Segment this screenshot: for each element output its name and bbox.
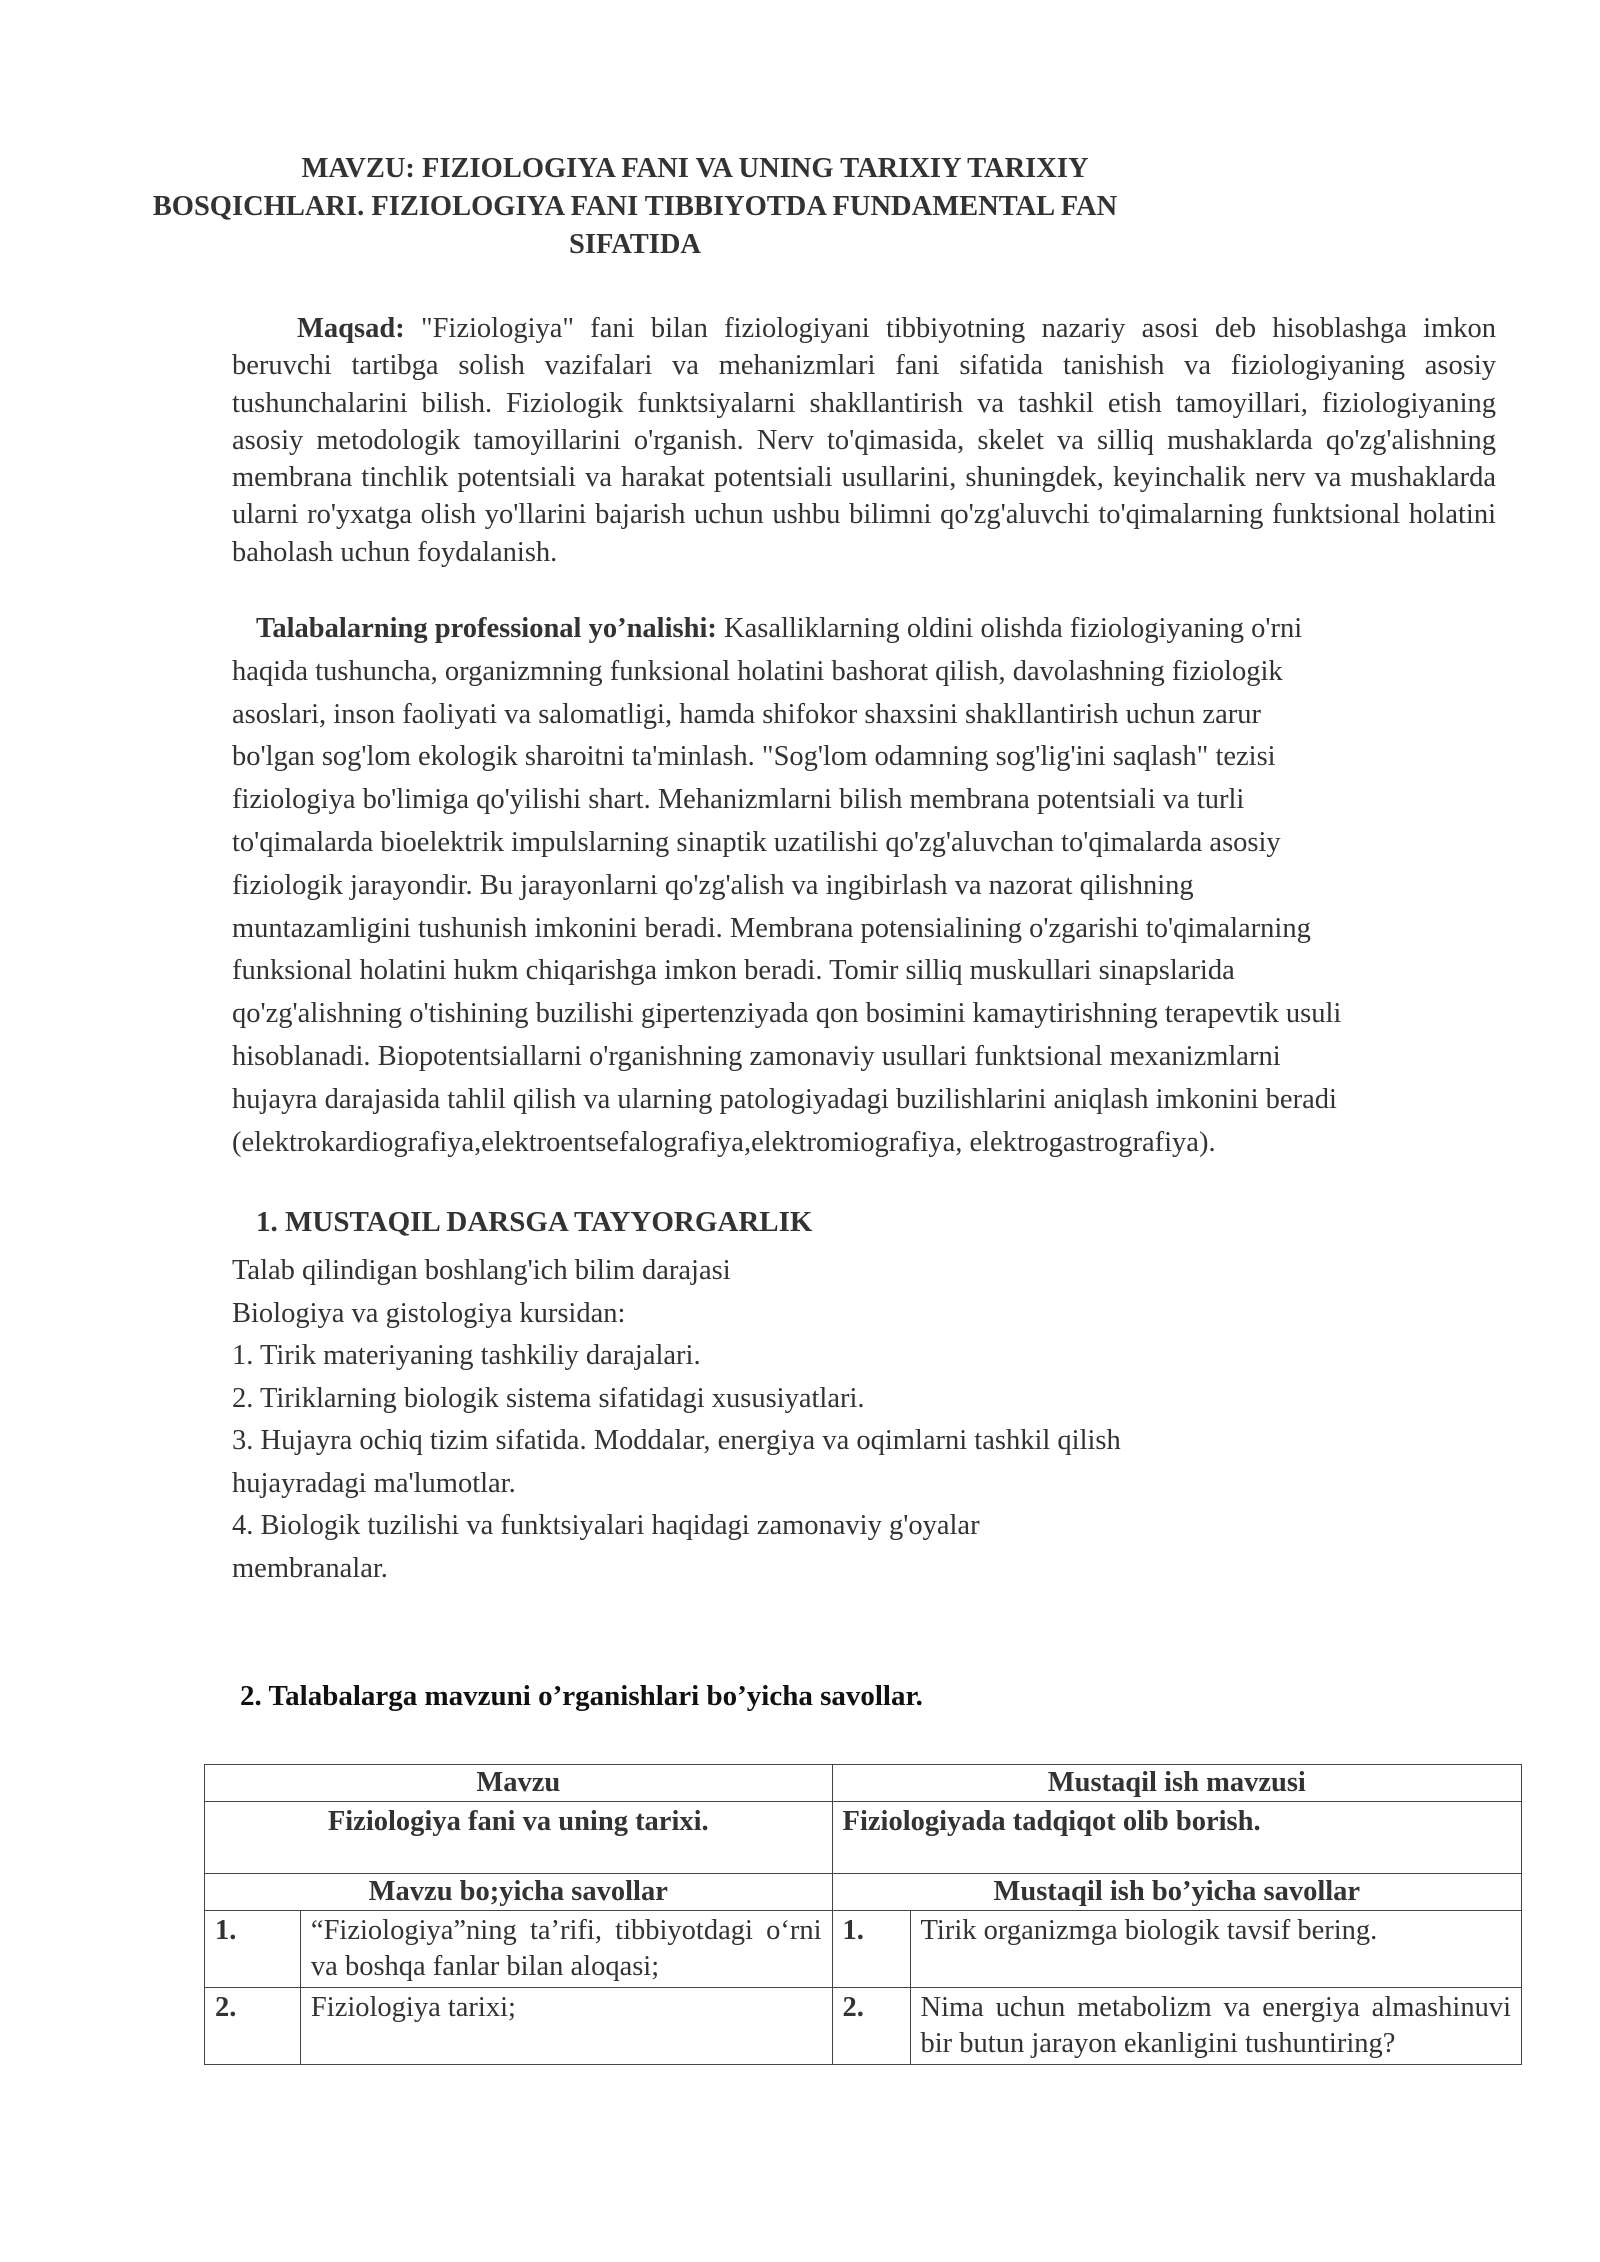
table-row: [205, 1874, 1522, 1911]
table-row: [205, 1765, 1522, 1802]
list-item: 4. Biologik tuzilishi va funktsiyalari haqidagi zamonaviy g'oyalar: [232, 1510, 980, 1541]
title-line-1: MAVZU: FIZIOLOGIYA FANI VA UNING TARIXIY TARIXIY: [301, 153, 1089, 184]
orientation-paragraph: [232, 608, 1496, 1164]
table-header-topic-questions: Mavzu bo;yicha savollar: [205, 1874, 833, 1911]
independent-question: Nima uchun metabolizm va energiya almashinuvi bir butun jarayon ekanligini tushuntiring?: [910, 1988, 1522, 2065]
orientation-line: fiziologiya bo'limiga qo'yilishi shart. Mehanizmlarni bilish membrana potentsiali va turli: [232, 784, 1245, 816]
orientation-line: (elektrokardiografiya,elektroentsefalografiya,elektromiografiya, elektrogastrografiya).: [232, 1126, 1216, 1158]
list-item: Biologiya va gistologiya kursidan:: [232, 1297, 626, 1329]
orientation-line: asoslari, inson faoliyati va salomatligi, hamda shifokor shaxsini shakllantirish uchun zarur: [232, 698, 1261, 730]
goal-label: Maqsad:: [297, 313, 405, 344]
topic-question: “Fiziologiya”ning ta’rifi, tibbiyotdagi o‘rni va boshqa fanlar bilan aloqasi;: [300, 1911, 832, 1988]
table-row: [205, 1802, 1522, 1874]
orientation-line: fiziologik jarayondir. Bu jarayonlarni qo'zg'alish va ingibirlash va nazorat qilishning: [232, 869, 1194, 901]
table-topic-cell: Fiziologiya fani va uning tarixi.: [205, 1802, 833, 1874]
row-number: 1.: [832, 1911, 910, 1988]
orientation-line: bo'lgan sog'lom ekologik sharoitni ta'minlash. "Sog'lom odamning sog'lig'ini saqlash" tezisi: [232, 741, 1276, 773]
list-item: hujayradagi ma'lumotlar.: [232, 1467, 516, 1499]
list-item: Talab qilindigan boshlang'ich bilim darajasi: [232, 1255, 731, 1286]
list-item: 1. Tirik materiyaning tashkiliy darajalari.: [232, 1340, 701, 1371]
table-row: [205, 1988, 1522, 2065]
section-2-heading: 2. Talabalarga mavzuni o’rganishlari bo’yicha savollar.: [240, 1680, 923, 1712]
table-header-topic: Mavzu: [205, 1765, 833, 1802]
section-1-heading: 1. MUSTAQIL DARSGA TAYYORGARLIK: [256, 1206, 813, 1238]
orientation-line: to'qimalarda bioelektrik impulslarning sinaptik uzatilishi qo'zg'aluvchan to'qimalarda asosiy: [232, 826, 1281, 858]
title-line-3: SIFATIDA: [569, 229, 701, 260]
questions-table: [204, 1764, 1522, 2065]
goal-paragraph: [232, 310, 1496, 571]
list-item: 2. Tiriklarning biologik sistema sifatidagi xususiyatlari.: [232, 1382, 865, 1414]
orientation-line: hisoblanadi. Biopotentsiallarni o'rganishning zamonaviy usullari funktsional mexanizmlarni: [232, 1040, 1281, 1072]
table-independent-cell: Fiziologiyada tadqiqot olib borish.: [832, 1802, 1521, 1874]
row-number: 1.: [205, 1911, 301, 1988]
independent-question: Tirik organizmga biologik tavsif bering.: [910, 1911, 1522, 1988]
table-header-independent: Mustaqil ish mavzusi: [832, 1765, 1521, 1802]
orientation-label: Talabalarning professional yo’nalishi:: [256, 613, 717, 644]
goal-text: "Fiziologiya" fani bilan fiziologiyani tibbiyotning nazariy asosi deb hisoblashga imkon beruvchi tartibga solish vazifalari va mehanizmlari fani sifatida tanishish va fiziologiyaning asosiy tushunchalarini bilish. Fiziologik funktsiyalarni shakllantirish va tashkil etish tamoyillari, fiziologiyaning asosiy metodologik tamoyillarini o'rganish. Nerv to'qimasida, skelet va silliq mushaklarda qo'zg'alishning membrana tinchlik potentsiali va harakat potentsiali usullarini, shuningdek, keyinchalik nerv va mushaklarda ularni ro'yxatga olish yo'llarini bajarish uchun ushbu bilimni qo'zg'aluvchi to'qimalarning funktsional holatini baholash uchun foydalanish.: [232, 313, 1496, 568]
list-item: 3. Hujayra ochiq tizim sifatida. Moddalar, energiya va oqimlarni tashkil qilish: [232, 1425, 1121, 1456]
orientation-line: haqida tushuncha, organizmning funksional holatini bashorat qilish, davolashning fiziologik: [232, 655, 1283, 687]
title-line-2: BOSQICHLARI. FIZIOLOGIYA FANI TIBBIYOTDA FUNDAMENTAL FAN: [152, 191, 1118, 222]
table-header-independent-questions: Mustaqil ish bo’yicha savollar: [832, 1874, 1521, 1911]
table-row: [205, 1911, 1522, 1988]
document-title: [60, 150, 1210, 264]
orientation-line: muntazamligini tushunish imkonini beradi. Membrana potensialining o'zgarishi to'qimalarning: [232, 912, 1311, 944]
orientation-line: funksional holatini hukm chiqarishga imkon beradi. Tomir silliq muskullari sinapslarida: [232, 955, 1235, 987]
orientation-line: Kasalliklarning oldini olishda fiziologiyaning o'rni: [716, 613, 1303, 644]
row-number: 2.: [832, 1988, 910, 2065]
orientation-line: hujayra darajasida tahlil qilish va ularning patologiyadagi buzilishlarini aniqlash imkonini beradi: [232, 1083, 1337, 1115]
row-number: 2.: [205, 1988, 301, 2065]
topic-question: Fiziologiya tarixi;: [300, 1988, 832, 2065]
list-item: membranalar.: [232, 1552, 388, 1584]
section-1-list: [232, 1250, 1332, 1590]
orientation-line: qo'zg'alishning o'tishining buzilishi gipertenziyada qon bosimini kamaytirishning terapevtik usuli: [232, 998, 1342, 1030]
